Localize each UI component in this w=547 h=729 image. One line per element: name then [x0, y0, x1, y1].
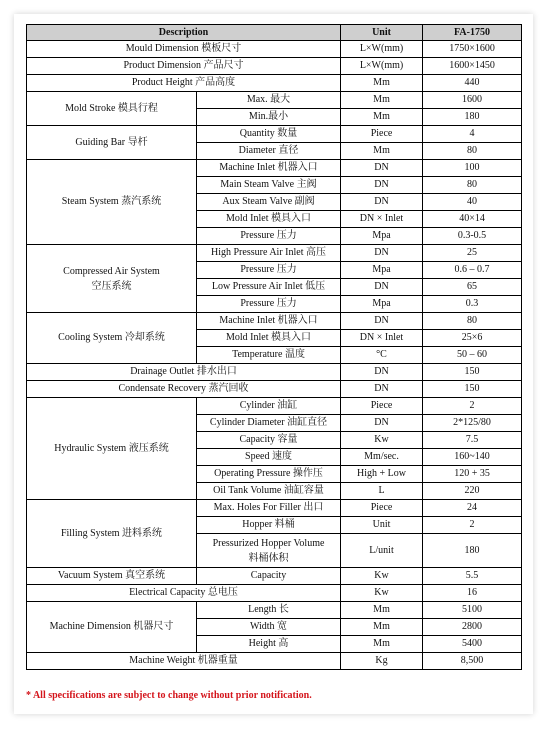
- row-unit: Piece: [341, 398, 423, 415]
- row-unit: DN: [341, 415, 423, 432]
- group-label: Filling System 进料系统: [27, 500, 197, 568]
- row-unit: L×W(mm): [341, 41, 423, 58]
- row-unit: Mm: [341, 619, 423, 636]
- header-model: FA-1750: [423, 25, 522, 41]
- sub-label: Aux Steam Valve 副阀: [197, 194, 341, 211]
- row-value: 4: [423, 126, 522, 143]
- row-value: 1600: [423, 92, 522, 109]
- table-row: [27, 568, 522, 585]
- row-value: 180: [423, 109, 522, 126]
- sub-label: Machine Inlet 机器入口: [197, 160, 341, 177]
- spec-sheet: [14, 14, 533, 714]
- table-row: [27, 75, 522, 92]
- row-unit: Mm: [341, 92, 423, 109]
- table-row: [27, 41, 522, 58]
- row-value: 40: [423, 194, 522, 211]
- row-value: 0.3: [423, 296, 522, 313]
- row-unit: L×W(mm): [341, 58, 423, 75]
- row-unit: Piece: [341, 126, 423, 143]
- row-value: 5100: [423, 602, 522, 619]
- table-row: [27, 92, 522, 109]
- row-unit: Mm: [341, 602, 423, 619]
- row-label: Electrical Capacity 总电压: [27, 585, 341, 602]
- sub-label: Mold Inlet 模具入口: [197, 330, 341, 347]
- row-unit: DN: [341, 177, 423, 194]
- row-label: Product Height 产品高度: [27, 75, 341, 92]
- row-value: 40×14: [423, 211, 522, 228]
- row-unit: DN: [341, 313, 423, 330]
- row-value: 150: [423, 381, 522, 398]
- table-row: [27, 381, 522, 398]
- table-row: [27, 500, 522, 517]
- row-value: 8,500: [423, 653, 522, 670]
- row-unit: DN × Inlet: [341, 330, 423, 347]
- row-value: 80: [423, 177, 522, 194]
- row-unit: Mm/sec.: [341, 449, 423, 466]
- row-unit: Piece: [341, 500, 423, 517]
- row-value: 2*125/80: [423, 415, 522, 432]
- row-unit: High + Low: [341, 466, 423, 483]
- row-label: Drainage Outlet 排水出口: [27, 364, 341, 381]
- sub-label: Length 长: [197, 602, 341, 619]
- row-unit: Mm: [341, 109, 423, 126]
- row-value: 24: [423, 500, 522, 517]
- row-value: 50 – 60: [423, 347, 522, 364]
- sub-label: Temperature 温度: [197, 347, 341, 364]
- table-row: [27, 126, 522, 143]
- row-value: 220: [423, 483, 522, 500]
- row-label: Condensate Recovery 蒸汽回收: [27, 381, 341, 398]
- group-label: Vacuum System 真空系统: [27, 568, 197, 585]
- row-value: 25: [423, 245, 522, 262]
- header-description: Description: [27, 25, 341, 41]
- row-unit: Kw: [341, 568, 423, 585]
- row-value: 7.5: [423, 432, 522, 449]
- sub-label: Main Steam Valve 主阀: [197, 177, 341, 194]
- table-row: [27, 602, 522, 619]
- sub-label: Hopper 料桶: [197, 517, 341, 534]
- group-label: [27, 245, 197, 313]
- group-label-cn: 空压系统: [91, 280, 132, 292]
- row-unit: Mpa: [341, 228, 423, 245]
- row-unit: DN: [341, 245, 423, 262]
- row-label: Mould Dimension 模板尺寸: [27, 41, 341, 58]
- table-row: [27, 313, 522, 330]
- group-label: Guiding Bar 导杆: [27, 126, 197, 160]
- sub-label: Machine Inlet 机器入口: [197, 313, 341, 330]
- sub-label: [197, 534, 341, 568]
- sub-label: Capacity 容量: [197, 432, 341, 449]
- row-unit: Mm: [341, 143, 423, 160]
- sub-label: Low Pressure Air Inlet 低压: [197, 279, 341, 296]
- row-value: 2800: [423, 619, 522, 636]
- footnote: * All specifications are subject to change without prior notification.: [26, 690, 312, 701]
- row-unit: DN: [341, 279, 423, 296]
- group-label: Mold Stroke 模具行程: [27, 92, 197, 126]
- sub-label: Max. Holes For Filler 出口: [197, 500, 341, 517]
- group-label: Steam System 蒸汽系统: [27, 160, 197, 245]
- row-value: 80: [423, 313, 522, 330]
- sub-label: Cylinder 油缸: [197, 398, 341, 415]
- row-unit: DN: [341, 381, 423, 398]
- row-value: 180: [423, 534, 522, 568]
- row-unit: Mm: [341, 636, 423, 653]
- sub-label: Quantity 数量: [197, 126, 341, 143]
- row-unit: DN: [341, 364, 423, 381]
- table-row: [27, 160, 522, 177]
- row-unit: Kw: [341, 432, 423, 449]
- row-value: 0.6 – 0.7: [423, 262, 522, 279]
- row-unit: Mpa: [341, 262, 423, 279]
- sub-label: High Pressure Air Inlet 高压: [197, 245, 341, 262]
- row-value: 16: [423, 585, 522, 602]
- table-row: [27, 398, 522, 415]
- sub-label: Max. 最大: [197, 92, 341, 109]
- sub-label: Pressure 压力: [197, 228, 341, 245]
- sub-label: Speed 速度: [197, 449, 341, 466]
- row-unit: °C: [341, 347, 423, 364]
- sub-label: Pressure 压力: [197, 262, 341, 279]
- row-value: 2: [423, 517, 522, 534]
- row-value: 65: [423, 279, 522, 296]
- row-value: 2: [423, 398, 522, 415]
- row-label: Product Dimension 产品尺寸: [27, 58, 341, 75]
- row-value: 440: [423, 75, 522, 92]
- header-unit: Unit: [341, 25, 423, 41]
- row-value: 1600×1450: [423, 58, 522, 75]
- sub-label: Mold Inlet 模具入口: [197, 211, 341, 228]
- table-row: [27, 585, 522, 602]
- row-value: 0.3-0.5: [423, 228, 522, 245]
- group-label-en: Compressed Air System: [63, 265, 160, 277]
- row-unit: DN: [341, 160, 423, 177]
- row-unit: L: [341, 483, 423, 500]
- row-value: 120 + 35: [423, 466, 522, 483]
- table-row: [27, 653, 522, 670]
- sub-label: Min.最小: [197, 109, 341, 126]
- row-value: 5400: [423, 636, 522, 653]
- table-row: [27, 364, 522, 381]
- group-label: Cooling System 冷却系统: [27, 313, 197, 364]
- row-unit: Mm: [341, 75, 423, 92]
- sub-label: Oil Tank Volume 油缸容量: [197, 483, 341, 500]
- spec-table: [26, 24, 522, 670]
- row-unit: DN × Inlet: [341, 211, 423, 228]
- group-label: Hydraulic System 液压系统: [27, 398, 197, 500]
- sub-label-en: Pressurized Hopper Volume: [212, 537, 325, 549]
- sub-label: Diameter 直径: [197, 143, 341, 160]
- sub-label: Capacity: [197, 568, 341, 585]
- row-unit: Unit: [341, 517, 423, 534]
- row-value: 1750×1600: [423, 41, 522, 58]
- row-unit: Kw: [341, 585, 423, 602]
- sub-label: Cylinder Diameter 油缸直径: [197, 415, 341, 432]
- row-value: 100: [423, 160, 522, 177]
- row-unit: Kg: [341, 653, 423, 670]
- row-value: 5.5: [423, 568, 522, 585]
- sub-label: Width 宽: [197, 619, 341, 636]
- sub-label: Operating Pressure 操作压: [197, 466, 341, 483]
- row-unit: Mpa: [341, 296, 423, 313]
- sub-label-cn: 料桶体积: [248, 552, 289, 564]
- row-value: 80: [423, 143, 522, 160]
- row-value: 160~140: [423, 449, 522, 466]
- table-header-row: [27, 25, 522, 41]
- row-value: 150: [423, 364, 522, 381]
- table-row: [27, 245, 522, 262]
- group-label: Machine Dimension 机器尺寸: [27, 602, 197, 653]
- row-unit: L/unit: [341, 534, 423, 568]
- row-label: Machine Weight 机器重量: [27, 653, 341, 670]
- sub-label: Pressure 压力: [197, 296, 341, 313]
- table-row: [27, 58, 522, 75]
- row-value: 25×6: [423, 330, 522, 347]
- sub-label: Height 高: [197, 636, 341, 653]
- row-unit: DN: [341, 194, 423, 211]
